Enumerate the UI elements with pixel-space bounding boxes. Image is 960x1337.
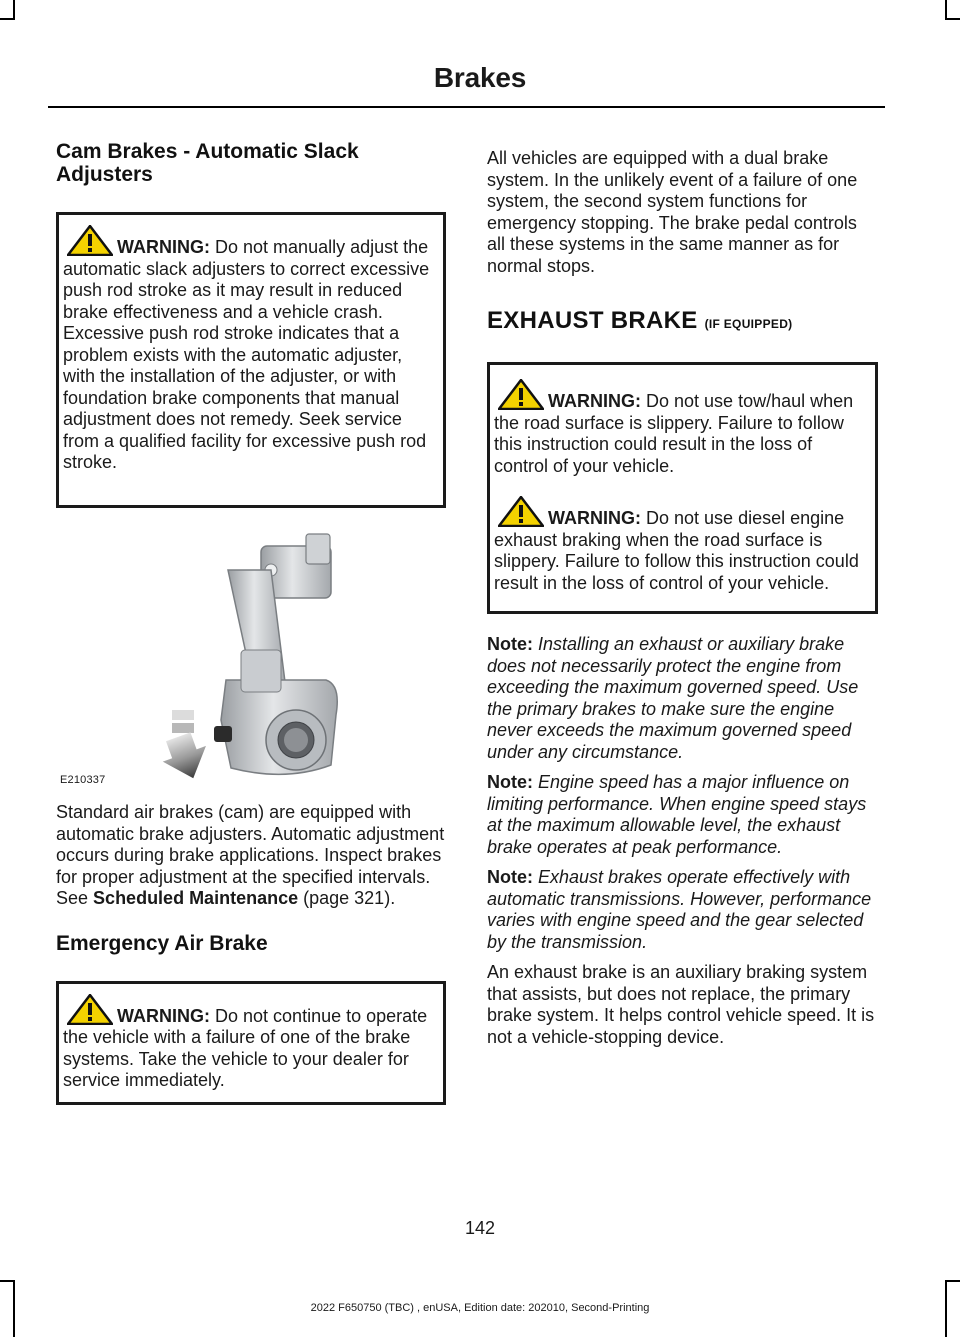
page-reference: (page 321).: [303, 888, 396, 908]
warning-triangle-icon: [67, 225, 113, 256]
paragraph-text: Standard air brakes (cam) are equipped with automatic brake adjusters. Automatic adjustment occurs during brake applications. Inspect brakes for proper adjustment at the specified intervals. See: [56, 802, 445, 908]
crop-mark-top-right-v: [945, 0, 947, 20]
warning-text: Do not manually adjust the automatic slack adjusters to correct excessive push rod stroke as it may result in reduced brake effectiveness and a vehicle crash. Excessive push rod stroke indicates that a problem exists with the automatic adjuster, with the installation of the adjuster, or with foundation brake components that manual adjustment does not remedy. Seek service from a qualified facility for excessive push rod stroke.: [63, 237, 430, 472]
warning-label: WARNING:: [548, 508, 641, 528]
note-label: Note:: [487, 772, 533, 792]
note-text: Engine speed has a major influence on limiting performance. When engine speed stays at the maximum allowable level, the exhaust brake operates at peak performance.: [487, 772, 867, 857]
page-number: 142: [464, 1218, 496, 1238]
warning-tow-haul: [494, 379, 867, 477]
warning-label: WARNING:: [117, 1005, 210, 1026]
page-footer: 2022 F650750 (TBC) , enUSA, Edition date: 202010, Second-Printing: [310, 1302, 650, 1314]
warning-label: WARNING:: [117, 237, 210, 257]
exhaust-brake-paragraph: An exhaust brake is an auxiliary braking system that assists, but does not replace, the primary brake system. It helps control vehicle speed. It is not a vehicle-stopping device.: [487, 962, 875, 1047]
note-automatic-transmissions: [487, 867, 878, 953]
warning-text: Do not use tow/haul when the road surface is slippery. Failure to follow this instruction could result in the loss of control of your vehicle.: [494, 391, 854, 476]
warning-label: WARNING:: [548, 391, 641, 411]
page-header-title: Brakes: [433, 62, 527, 93]
crop-mark-top-left-h: [0, 18, 15, 20]
warning-exhaust-braking: [494, 496, 867, 594]
heading-text: EXHAUST BRAKE: [487, 307, 698, 334]
crop-mark-bottom-right-h: [945, 1280, 960, 1282]
section-heading-emergency-air-brake: Emergency Air Brake: [56, 931, 268, 955]
note-text: Installing an exhaust or auxiliary brake does not necessarily protect the engine from exceeding the maximum governed speed. Use the primary brakes to make sure the engine never exceeds the maximum governed speed under any circumstance.: [487, 634, 859, 762]
slack-adjuster-illustration: [56, 530, 446, 792]
warning-emergency-air-brake: [63, 994, 435, 1092]
note-text: Exhaust brakes operate effectively with automatic transmissions. However, performance varies with engine speed and the gear selected by the transmission.: [487, 867, 872, 952]
heading-suffix: (IF EQUIPPED): [704, 317, 793, 331]
warning-box-slack-adjusters: [56, 212, 446, 508]
section-heading-exhaust-brake: [487, 307, 878, 338]
note-engine-speed: [487, 772, 878, 858]
warning-box-exhaust-brake: [487, 362, 878, 614]
scheduled-maintenance-link[interactable]: Scheduled Maintenance: [93, 888, 299, 908]
left-column: [56, 140, 446, 1105]
warning-triangle-icon: [498, 496, 544, 527]
note-auxiliary-brake: [487, 634, 878, 763]
figure-code: E210337: [60, 774, 106, 786]
right-column: [487, 148, 878, 1048]
note-label: Note:: [487, 634, 533, 654]
warning-triangle-icon: [498, 379, 544, 410]
warning-triangle-icon: [67, 994, 113, 1025]
crop-mark-top-right-h: [945, 18, 960, 20]
slack-adjuster-figure: [56, 530, 446, 792]
dual-brake-paragraph: All vehicles are equipped with a dual brake system. In the unlikely event of a failure of one system, the second system functions for emergency stopping. The brake pedal controls all these systems in the same manner as for normal stops.: [487, 148, 858, 276]
note-label: Note:: [487, 867, 533, 887]
crop-mark-bottom-left-h: [0, 1280, 15, 1282]
cam-brakes-paragraph: [56, 802, 446, 910]
crop-mark-top-left-v: [13, 0, 15, 20]
warning-slack-adjusters: [63, 225, 435, 474]
warning-text: Do not use diesel engine exhaust braking when the road surface is slippery. Failure to follow this instruction could result in the loss of control of your vehicle.: [494, 508, 859, 593]
warning-box-emergency-air-brake: [56, 981, 446, 1105]
warning-text: Do not continue to operate the vehicle with a failure of one of the brake systems. Take the vehicle to your dealer for service immediately.: [63, 1005, 428, 1090]
header-rule: [48, 106, 885, 108]
section-heading-cam-brakes: Cam Brakes - Automatic Slack Adjusters: [56, 140, 359, 186]
